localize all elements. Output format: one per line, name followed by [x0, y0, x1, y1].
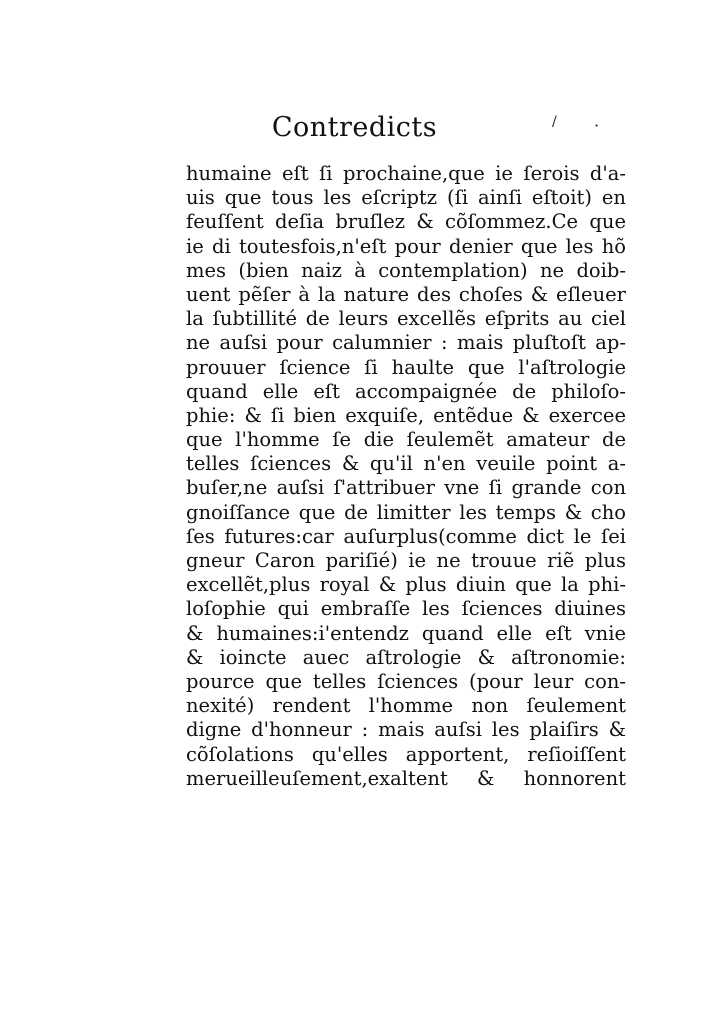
- text-line: nexité) rendent l'homme non ſeulement: [186, 694, 626, 718]
- text-line: phie: & ſi bien exquiſe, entẽdue & exercee: [186, 403, 626, 427]
- text-line: digne d'honneur : mais auſsi les plaiſirs &: [186, 718, 626, 742]
- text-line: la ſubtillité de leurs excellẽs eſprits au ciel: [186, 307, 626, 331]
- body-text: [186, 162, 626, 791]
- text-line: mes (bien naiz à contemplation) ne doib-: [186, 258, 626, 282]
- text-line: uent pẽſer à la nature des choſes & eſleuer: [186, 282, 626, 306]
- text-line: quand elle eſt accompaignée de philoſo-: [186, 379, 626, 403]
- text-line: excellẽt,plus royal & plus diuin que la phi-: [186, 573, 626, 597]
- text-line: & humaines:i'entendz quand elle eſt vnie: [186, 621, 626, 645]
- text-line: loſophie qui embraſſe les ſciences diuines: [186, 597, 626, 621]
- text-line: que l'homme ſe die ſeulemẽt amateur de: [186, 428, 626, 452]
- ink-dot-mark: ·: [594, 116, 600, 135]
- ink-stroke-mark: /: [552, 114, 557, 130]
- text-line: gneur Caron pariſié) ie ne trouue riẽ plus: [186, 549, 626, 572]
- text-line: buſer,ne auſsi ſ'attribuer vne ſi grande con: [186, 476, 626, 500]
- text-line: feuſſent deſia bruſlez & cõſommez.Ce que: [186, 210, 626, 234]
- text-line: uis que tous les eſcriptz (ſi ainſi eſtoit) en: [186, 186, 626, 210]
- text-line: gnoiſſance que de limitter les temps & cho: [186, 500, 626, 524]
- text-line: ne auſsi pour calumnier : mais pluſtoſt ap-: [186, 331, 626, 355]
- text-line: & ioincte auec aſtrologie & aſtronomie:: [186, 645, 626, 669]
- text-line: ſes futures:car auſurplus(comme dict le ſei: [186, 524, 626, 548]
- text-line: humaine eſt ſi prochaine,que ie ſerois d'a-: [186, 162, 626, 185]
- text-line: telles ſciences & qu'il n'en veuile point a-: [186, 452, 626, 476]
- text-line: pource que telles ſciences (pour leur con-: [186, 669, 626, 693]
- running-head: Contredicts: [271, 112, 438, 143]
- text-line: cõſolations qu'elles apportent, reſioiſſent: [186, 742, 626, 766]
- text-line: prouuer ſcience ſi haulte que l'aſtrologie: [186, 355, 626, 379]
- text-line: ie di toutesfois,n'eſt pour denier que les hõ: [186, 234, 626, 258]
- text-line: merueilleuſement,exaltent & honnorent: [186, 766, 626, 790]
